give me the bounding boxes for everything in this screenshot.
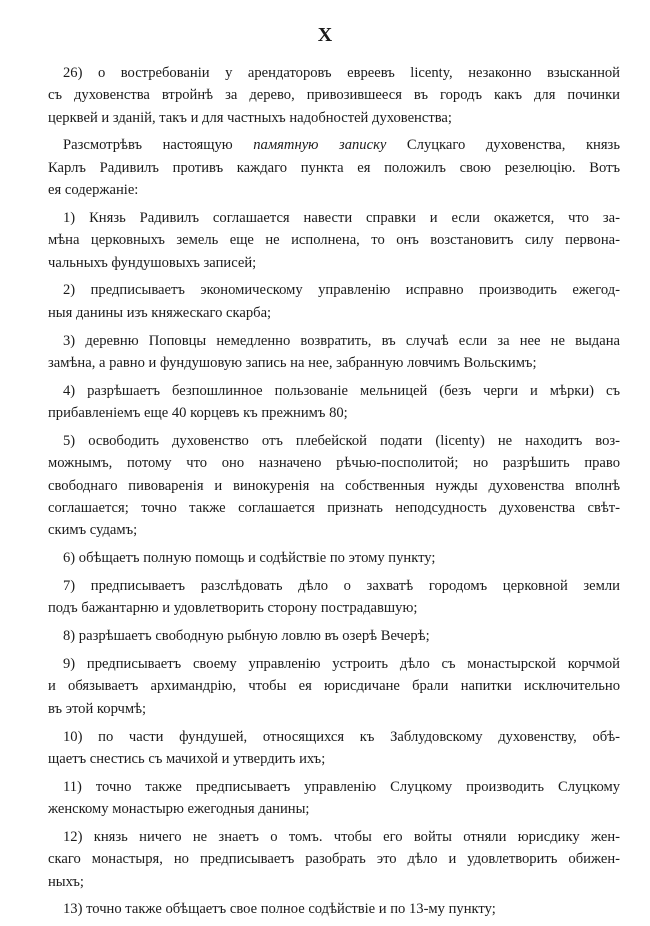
text-line: и обязываетъ архимандрію, чтобы ея юрисдичане брали напитки исключительно: [48, 678, 620, 695]
paragraph: [48, 547, 620, 569]
text-line: ныхъ;: [48, 873, 84, 890]
text-line: прибавленіемъ еще 40 корцевъ къ прежнимъ 80;: [48, 405, 348, 422]
paragraph: [48, 279, 620, 324]
body-text: [48, 62, 620, 926]
text-line: щаетъ снестись съ мачихой и утвердить ихъ;: [48, 750, 326, 767]
text-line: ныя данины изъ княжескаго скарба;: [48, 304, 272, 321]
text-line: 13) точно также обѣщаетъ свое полное содѣйствіе и по 13-му пункту;: [63, 901, 496, 918]
text-line: 5) освободить духовенство отъ плебейской подати (licenty) не находитъ воз-: [63, 433, 620, 450]
paragraph: [48, 134, 620, 201]
text-line: соглашается; точно также соглашается признать неподсудность духовенства свѣт-: [48, 499, 620, 516]
text-line: съ духовенства втройнѣ за дерево, привозившееся въ городъ какъ для починки: [48, 87, 620, 104]
text-line: церквей и зданій, такъ и для частныхъ надобностей духовенства;: [48, 109, 452, 126]
page-number: X: [317, 24, 333, 46]
paragraph: [48, 776, 620, 821]
text-line: ея содержаніе:: [48, 182, 139, 199]
text-line: 26) о востребованіи у арендаторовъ евреевъ licenty, незаконно взысканной: [63, 65, 620, 81]
text-line: 4) разрѣшаетъ безпошлинное пользованіе мельницей (безъ черги и мѣрки) съ: [63, 382, 620, 399]
paragraph: [48, 207, 620, 274]
text-line: Разсмотрѣвъ настоящую памятную записку Слуцкаго духовенства, князь: [63, 137, 620, 154]
text-line: 8) разрѣшаетъ свободную рыбную ловлю въ озерѣ Вечерѣ;: [63, 628, 430, 645]
text-line: 9) предписываетъ своему управленію устроить дѣло съ монастырской корчмой: [63, 656, 620, 673]
paragraph: [48, 826, 620, 893]
text-line: 1) Князь Радивилъ соглашается навести справки и если окажется, что за-: [63, 209, 620, 226]
paragraph: [48, 330, 620, 375]
text-line: 10) по части фундушей, относящихся къ Заблудовскому духовенству, обѣ-: [63, 728, 620, 745]
paragraph: [48, 62, 620, 129]
text-line: подъ бажантарню и удовлетворить сторону пострадавшую;: [48, 600, 418, 617]
text-line: скаго монастыря, но предписываетъ разобрать это дѣло и удовлетворить обижен-: [48, 851, 620, 868]
emphasized-phrase: памятную записку: [253, 137, 387, 154]
text-line: свободнаго пивоваренія и винокуренія на собственныя нужды духовенства вполнѣ: [48, 477, 620, 494]
text-line: Карлъ Радивилъ противъ каждаго пункта ея положилъ свою резелюцію. Вотъ: [48, 159, 620, 176]
paragraph: [48, 726, 620, 771]
text-line: чальныхъ фундушовыхъ записей;: [48, 254, 257, 271]
text-line: 3) деревню Поповцы немедленно возвратить, въ случаѣ если за нее не выдана: [63, 332, 620, 349]
text-line: 2) предписываетъ экономическому управленію исправно производить ежегод-: [63, 282, 620, 299]
paragraph: [48, 625, 620, 647]
text-line: замѣна, а равно и фундушовую запись на нее, забранную ловчимъ Вольскимъ;: [48, 354, 537, 371]
text-line: 6) обѣщаетъ полную помощь и содѣйствіе по этому пункту;: [63, 550, 436, 567]
paragraph: [48, 575, 620, 620]
text-line: мѣна церковныхъ земель еще не исполнена, то онъ возстановитъ силу первона-: [48, 232, 620, 249]
text-line: въ этой корчмѣ;: [48, 700, 147, 717]
paragraph: [48, 898, 620, 920]
text-line: женскому монастырю ежегодныя данины;: [48, 801, 310, 818]
text-line: 12) князь ничего не знаетъ о томъ. чтобы его войты отняли юрисдику жен-: [63, 828, 620, 845]
paragraph: [48, 653, 620, 720]
text-line: 7) предписываетъ разслѣдовать дѣло о захватѣ городомъ церковной земли: [63, 577, 620, 594]
paragraph: [48, 380, 620, 425]
paragraph: [48, 430, 620, 541]
text-line: скимъ судамъ;: [48, 522, 138, 539]
text-line: можнымъ, потому что оно назначено рѣчью-посполитой; но разрѣшить право: [48, 455, 620, 472]
text-line: 11) точно также предписываетъ управленію Слуцкому производить Слуцкому: [63, 778, 620, 795]
